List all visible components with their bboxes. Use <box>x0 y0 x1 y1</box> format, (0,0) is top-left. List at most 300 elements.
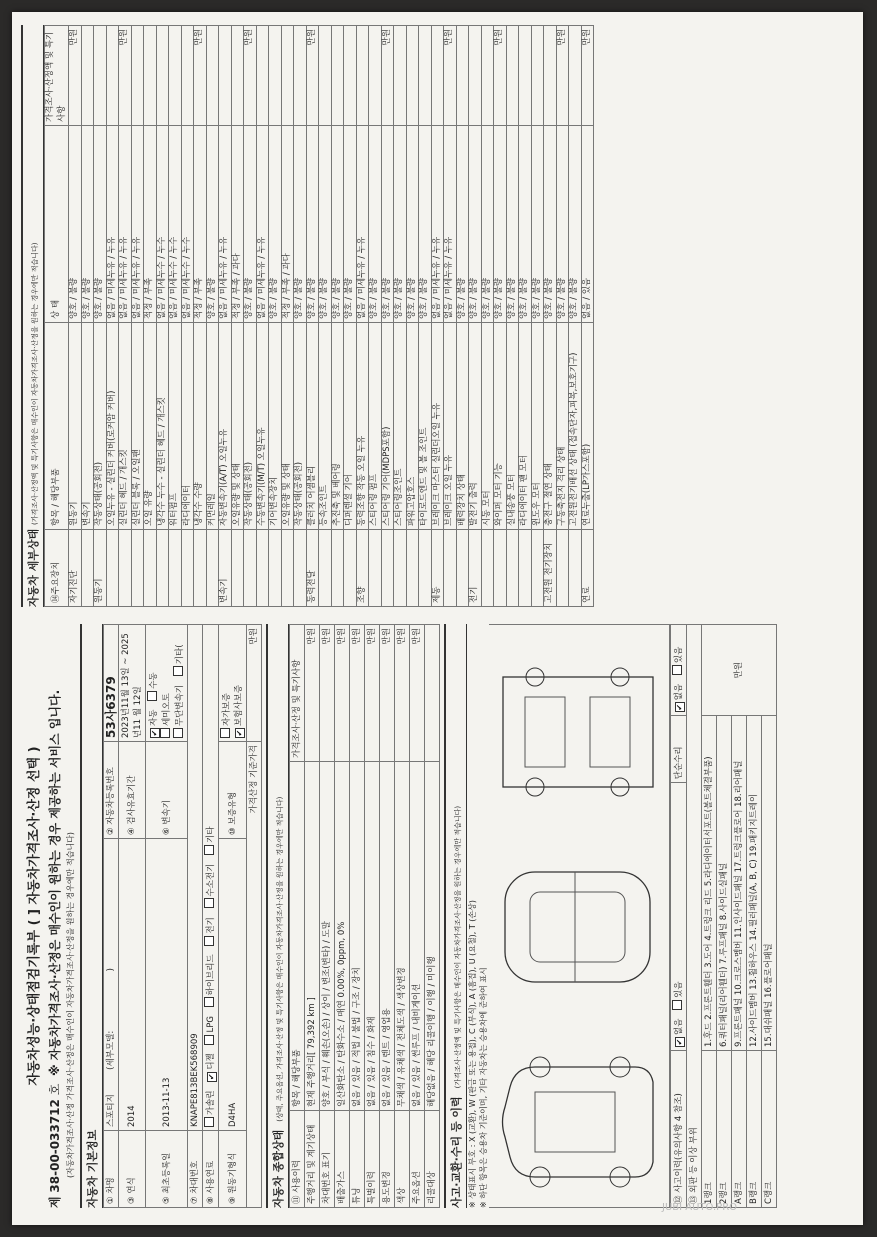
detail-group <box>194 530 207 607</box>
detail-unit <box>431 26 444 126</box>
detail-state: 없음 / 미세누수 / 누수 <box>181 126 194 323</box>
detail-item: 기어변속장치 <box>269 323 282 530</box>
detail-state: 양호 / 불량 <box>69 126 82 323</box>
col-header: 항목 / 해당부품 <box>45 323 69 530</box>
detail-unit <box>144 26 157 126</box>
service-note: ※ 자동차가격조사·산정은 매수인이 원하는 경우 제공하는 서비스 입니다. <box>48 689 62 1077</box>
overall-label: 리콜대상 <box>425 1111 440 1208</box>
overall-row <box>305 625 320 1208</box>
accident-label: ⑫ 사고이력(유의사항 4 참조) <box>671 1051 687 1208</box>
rankA-label: A랭크 <box>732 1051 747 1208</box>
checkbox-icon[interactable] <box>173 666 183 676</box>
detail-group <box>244 530 257 607</box>
reg-no: 53사6379 <box>104 625 119 742</box>
detail-unit: 만원 <box>494 26 507 126</box>
detail-state: 없음 / 미세누수 / 누수 <box>169 126 182 323</box>
checkbox-icon[interactable] <box>204 898 214 908</box>
detail-item: 오일누유 - 실린더 커버(로커암 커버) <box>106 323 119 530</box>
detail-state: 양호 / 불량 <box>406 126 419 323</box>
detail-state: 양호 / 불량 <box>81 126 94 323</box>
detail-group: 동력전달 <box>306 530 319 607</box>
detail-group <box>556 530 569 607</box>
detail-unit <box>344 26 357 126</box>
detail-item: 타이로드엔드 및 볼 조인트 <box>419 323 432 530</box>
car-diagram-area <box>489 624 670 1208</box>
detail-row <box>469 26 482 607</box>
detail-unit <box>544 26 557 126</box>
detail-group <box>519 530 532 607</box>
reg-no-label: ② 자동차등록번호 <box>104 742 119 839</box>
detail-row <box>269 26 282 607</box>
detail-row <box>369 26 382 607</box>
detail-unit <box>331 26 344 126</box>
detail-row <box>281 26 294 607</box>
detail-row <box>169 26 182 607</box>
detail-group <box>206 530 219 607</box>
detail-row <box>519 26 532 607</box>
detail-item: 오일유량 및 상태 <box>281 323 294 530</box>
section-accident: 사고·교환·수리 등 이력 (가격조사·산정액 및 특기사항은 매수인이 자동차가격조사·산정을 원하는 경우에만 적습니다) <box>444 624 467 1208</box>
overall-unit <box>425 625 440 762</box>
detail-item: 구동축전지 격리 상태 <box>556 323 569 530</box>
first-reg-label: ⑤ 최초등록일 <box>146 1131 188 1208</box>
detail-row <box>194 26 207 607</box>
detail-row <box>69 26 82 607</box>
detail-unit <box>219 26 232 126</box>
col-header: 항목 / 해당부품 <box>290 762 305 1111</box>
period: 2023년11월 13일 ~ 2025 년11 월 12일 <box>119 625 146 742</box>
detail-state: 없음 / 있음 <box>581 126 594 323</box>
detail-state: 없음 / 미세누유 / 누유 <box>219 126 232 323</box>
col-header: 가격조사·산정 및 특기사항 <box>290 625 305 762</box>
detail-group <box>569 530 582 607</box>
detail-state: 양호 / 불량 <box>294 126 307 323</box>
detail-row <box>119 26 132 607</box>
overall-row <box>365 625 380 1208</box>
detail-unit <box>519 26 532 126</box>
detail-group <box>494 530 507 607</box>
detail-row <box>81 26 94 607</box>
overall-unit: 만원 <box>365 625 380 762</box>
rankB-items: 12.사이드멤버 13.휠하우스 14.필러패널(A, B, C) 19.패키지트레이 <box>747 716 762 1051</box>
detail-unit <box>181 26 194 126</box>
overall-label: 튜닝 <box>350 1111 365 1208</box>
detail-state: 양호 / 불량 <box>506 126 519 323</box>
detail-group <box>131 530 144 607</box>
detail-item: 실린더 블록 / 오일팬 <box>131 323 144 530</box>
detail-group <box>506 530 519 607</box>
detail-state: 적정 / 부족 / 과다 <box>231 126 244 323</box>
vin-label: ⑦ 차대번호 <box>188 1131 203 1208</box>
overall-unit: 만원 <box>410 625 425 762</box>
checkbox-icon[interactable] <box>150 728 160 738</box>
detail-group: 고전원 전기장치 <box>544 530 557 607</box>
rankB-label: B랭크 <box>747 1051 762 1208</box>
checkbox-icon[interactable] <box>220 728 230 738</box>
detail-unit <box>294 26 307 126</box>
detail-row <box>219 26 232 607</box>
detail-item: 스티어링 펌프 <box>369 323 382 530</box>
car-name: 스포티지 (세부모델: ) <box>104 839 119 1131</box>
overall-value: 해당없음 / 해당 리콜이행 / 이행 / 미이행 <box>425 762 440 1111</box>
detail-row <box>394 26 407 607</box>
detail-state: 양호 / 불량 <box>494 126 507 323</box>
overall-value: 양호 / 부식 / 훼손(오손) / 상이 / 변조(변타) / 도말 <box>320 762 335 1111</box>
checkbox-icon[interactable] <box>204 1035 214 1045</box>
detail-item: 발전기 출력 <box>469 323 482 530</box>
detail-row <box>144 26 157 607</box>
doc-no: 38-00-033712 <box>47 1099 62 1193</box>
detail-group <box>419 530 432 607</box>
overall-row <box>320 625 335 1208</box>
detail-unit <box>94 26 107 126</box>
year-label: ③ 연식 <box>119 1131 146 1208</box>
detail-row <box>556 26 569 607</box>
overall-label: 용도변경 <box>380 1111 395 1208</box>
simple-repair-label: 단순수리 <box>671 716 687 783</box>
detail-unit <box>406 26 419 126</box>
checkbox-icon[interactable] <box>207 1072 217 1082</box>
detail-state: 없음 / 미세누유 / 누유 <box>356 126 369 323</box>
document-title: 자동차성능·상태점검기록부 ( ] 자동차가격조사·산정 선택 ) <box>27 746 42 1086</box>
detail-state: 양호 / 불량 <box>456 126 469 323</box>
detail-unit <box>169 26 182 126</box>
overall-row <box>425 625 440 1208</box>
detail-group: 변속기 <box>219 530 232 607</box>
col-header: ⑪ 사용이력 <box>290 1111 305 1208</box>
section-detail: 자동차 세부상태 (가격조사·산정액 및 특기사항은 매수인이 자동차가격조사·산정을 원하는 경우에만 적습니다) <box>21 25 44 607</box>
detail-item: 오일유량 및 상태 <box>231 323 244 530</box>
detail-state: 양호 / 불량 <box>206 126 219 323</box>
checkbox-icon[interactable] <box>675 702 685 712</box>
detail-unit <box>569 26 582 126</box>
overall-unit: 만원 <box>350 625 365 762</box>
detail-unit <box>531 26 544 126</box>
detail-item: 작동상태(공회전) <box>244 323 257 530</box>
detail-unit <box>481 26 494 126</box>
detail-unit <box>256 26 269 126</box>
detail-state: 양호 / 불량 <box>269 126 282 323</box>
detail-state: 없음 / 미세누유 / 누유 <box>256 126 269 323</box>
detail-group <box>156 530 169 607</box>
basic-info-table <box>103 624 262 1208</box>
detail-unit <box>156 26 169 126</box>
detail-group <box>444 530 457 607</box>
detail-unit <box>319 26 332 126</box>
checkbox-icon[interactable] <box>204 997 214 1007</box>
detail-item: 실린더 헤드 / 개스킷 <box>119 323 132 530</box>
detail-group <box>456 530 469 607</box>
overall-value: 없음 / 있음 / 썬루프 / 내비게이션 <box>410 762 425 1111</box>
detail-state: 양호 / 불량 <box>531 126 544 323</box>
vin: KNAPE813BEK568909 <box>188 625 203 1131</box>
legend: ※ 상태표시 부호 : X (교환), W (판금 또는 용접), C (부식), A (흠집), U (요철), T (손상) ※ 하단 항목은 승용차 기준이며, 기타 자동차는 승용차에 준하여 표시 <box>468 899 488 1208</box>
detail-group <box>81 530 94 607</box>
checkbox-icon[interactable] <box>675 1037 685 1047</box>
rank2-items: 6.쿼터패널(리어휀더) 7.루프패널 8.사이드실패널 <box>717 716 732 1051</box>
detail-row <box>106 26 119 607</box>
detail-group <box>106 530 119 607</box>
outer-label: ⑬ 외판 등 이상 부위 <box>687 625 702 1208</box>
detail-item: 등속조인트 <box>319 323 332 530</box>
detail-group <box>144 530 157 607</box>
detail-group <box>119 530 132 607</box>
detail-state: 양호 / 불량 <box>369 126 382 323</box>
detail-state: 없음 / 미세누유 / 누유 <box>131 126 144 323</box>
detail-item: 동력조향 작동 오일 누유 <box>356 323 369 530</box>
detail-group <box>169 530 182 607</box>
detail-unit <box>506 26 519 126</box>
detail-item: 윈도우 모터 <box>531 323 544 530</box>
detail-unit <box>106 26 119 126</box>
detail-item: 브레이크 마스터 실린더오일 누유 <box>431 323 444 530</box>
doc-no-label: 제 <box>48 1196 62 1208</box>
detail-group <box>269 530 282 607</box>
checkbox-icon[interactable] <box>672 1000 682 1010</box>
col-header: 상 태 <box>45 126 69 323</box>
trans-label: ⑥ 변속기 <box>146 742 188 839</box>
detail-item: 디퍼렌셜 기어 <box>344 323 357 530</box>
overall-label: 주요옵션 <box>410 1111 425 1208</box>
detail-item: 작동상태(공회전) <box>294 323 307 530</box>
sub-note: (자동차가격조사·산정 가격조사·산정은 매수인이 자동차가격조사·산정을 원하는 경우에만 적습니다) <box>66 832 75 1178</box>
detail-unit <box>456 26 469 126</box>
detail-unit: 만원 <box>69 26 82 126</box>
detail-row <box>531 26 544 607</box>
detail-unit: 만원 <box>244 26 257 126</box>
detail-unit: 만원 <box>444 26 457 126</box>
detail-unit: 만원 <box>306 26 319 126</box>
detail-unit <box>269 26 282 126</box>
warranty-options: 자가보증 ✔ 보험사보증 <box>219 625 247 742</box>
car-top-view <box>495 847 660 1007</box>
detail-unit <box>356 26 369 126</box>
price-label: 가격산정 기준가격 <box>247 742 262 1208</box>
detail-row <box>456 26 469 607</box>
detail-unit: 만원 <box>556 26 569 126</box>
detail-row <box>131 26 144 607</box>
detail-row <box>506 26 519 607</box>
detail-row <box>181 26 194 607</box>
detail-group: 제동 <box>431 530 444 607</box>
detail-group <box>344 530 357 607</box>
detail-row <box>231 26 244 607</box>
detail-state: 양호 / 불량 <box>331 126 344 323</box>
overall-label: 색상 <box>395 1111 410 1208</box>
checkbox-icon[interactable] <box>672 665 682 675</box>
detail-item: 커먼레일 <box>206 323 219 530</box>
section-basic-info: 자동차 기본정보 <box>80 624 103 1208</box>
detail-state: 양호 / 불량 <box>544 126 557 323</box>
detail-group <box>394 530 407 607</box>
car-name-label: ① 차명 <box>104 1131 119 1208</box>
detail-item: 냉각수 수량 <box>194 323 207 530</box>
detail-group <box>294 530 307 607</box>
detail-item: 연료누출(LP가스포함) <box>581 323 594 530</box>
detail-row <box>344 26 357 607</box>
detail-item: 오일 유량 <box>144 323 157 530</box>
detail-row <box>156 26 169 607</box>
overall-value: 없음 / 있음 / 적법 / 불법 / 구조 / 장치 <box>350 762 365 1111</box>
detail-state: 양호 / 불량 <box>419 126 432 323</box>
overall-value: 무채색 / 유채색 / 전체도색 / 색상변경 <box>395 762 410 1111</box>
detail-state: 없음 / 미세누유 / 누유 <box>444 126 457 323</box>
detail-item: 스티어링 기어(MDPS포함) <box>381 323 394 530</box>
detail-unit: 만원 <box>381 26 394 126</box>
detail-row <box>569 26 582 607</box>
detail-group <box>481 530 494 607</box>
detail-unit <box>81 26 94 126</box>
detail-item: 라디에이터 팬 모터 <box>519 323 532 530</box>
detail-item: 충전구 절연 상태 <box>544 323 557 530</box>
detail-group <box>231 530 244 607</box>
detail-row <box>381 26 394 607</box>
detail-group: 연료 <box>581 530 594 607</box>
detail-item: 스티어링조인트 <box>394 323 407 530</box>
detail-item: 수동변속기(M/T) 오일누유 <box>256 323 269 530</box>
rank1-items: 1.후드 2.프론트휀더 3.도어 4.트렁크 리드 5.라디에이터서포트(볼트체결부품) <box>702 716 717 1051</box>
checkbox-icon[interactable] <box>160 728 170 738</box>
detail-state: 양호 / 불량 <box>381 126 394 323</box>
car-frame-view <box>495 647 660 817</box>
car-side-view <box>495 1047 660 1197</box>
overall-row <box>380 625 395 1208</box>
overall-unit: 만원 <box>320 625 335 762</box>
accident-options: ✔없음 있음 <box>671 783 687 1051</box>
rank2-label: 2랭크 <box>717 1051 732 1208</box>
detail-group <box>369 530 382 607</box>
detail-unit <box>131 26 144 126</box>
detail-row <box>444 26 457 607</box>
detail-row <box>331 26 344 607</box>
detail-row <box>94 26 107 607</box>
checkbox-icon[interactable] <box>235 728 245 738</box>
overall-unit: 만원 <box>335 625 350 762</box>
detail-state: 양호 / 불량 <box>94 126 107 323</box>
detail-item: 시동 모터 <box>481 323 494 530</box>
detail-unit <box>206 26 219 126</box>
detail-item: 변속기 <box>81 323 94 530</box>
detail-item: 자동변속기(A/T) 오일누유 <box>219 323 232 530</box>
detail-state: 없음 / 미세누수 / 누수 <box>156 126 169 323</box>
doc-no-suffix: 호 <box>48 1083 62 1096</box>
detail-unit: 만원 <box>119 26 132 126</box>
section-overall: 자동차 종합상태 (상태, 주요옵션, 가격조사·산정 및 특기사항은 매수인이 자동차가격조사·산정을 원하는 경우에만 적습니다) <box>266 624 289 1208</box>
detail-row <box>244 26 257 607</box>
first-reg: 2013-11-13 <box>146 839 188 1131</box>
rankC-label: C랭크 <box>762 1051 777 1208</box>
detail-state: 양호 / 불량 <box>394 126 407 323</box>
overall-label: 차대번호 표기 <box>320 1111 335 1208</box>
checkbox-icon[interactable] <box>204 936 214 946</box>
overall-unit: 만원 <box>395 625 410 762</box>
detail-item: 원동기 <box>69 323 82 530</box>
detail-group: 원동기 <box>94 530 107 607</box>
detail-state: 양호 / 불량 <box>519 126 532 323</box>
detail-row <box>581 26 594 607</box>
detail-row <box>494 26 507 607</box>
checkbox-icon[interactable] <box>173 728 183 738</box>
overall-unit: 만원 <box>305 625 320 762</box>
doc-number-row <box>46 624 63 1208</box>
detail-item: 브레이크 오일 누유 <box>444 323 457 530</box>
fuel-options: 가솔린 ✔디젤 LPG 하이브리드 전기 수소전기 기타 <box>203 625 219 1131</box>
detail-group: 자기진단 <box>69 530 82 607</box>
detail-group <box>531 530 544 607</box>
detail-state: 양호 / 불량 <box>469 126 482 323</box>
checkbox-icon[interactable] <box>204 845 214 855</box>
detail-unit <box>281 26 294 126</box>
detail-unit <box>469 26 482 126</box>
detail-table <box>44 25 594 607</box>
col-header: 가격조사·산정액 및 특기사항 <box>45 26 69 126</box>
detail-state: 없음 / 미세누유 / 누유 <box>106 126 119 323</box>
detail-item: 파워고압호스 <box>406 323 419 530</box>
overall-row <box>395 625 410 1208</box>
overall-label: 특별이력 <box>365 1111 380 1208</box>
detail-state: 없음 / 미세누유 / 누유 <box>431 126 444 323</box>
inspection-document <box>12 12 863 1225</box>
detail-row <box>356 26 369 607</box>
watermark: JUBI AUTO.PRO <box>662 1202 738 1213</box>
overall-row <box>410 625 425 1208</box>
accident-table <box>670 624 777 1208</box>
detail-state: 적정 / 부족 <box>144 126 157 323</box>
detail-item: 와이퍼 모터 기능 <box>494 323 507 530</box>
accident-unit: 만원 <box>702 625 777 716</box>
overall-label: 배출가스 <box>335 1111 350 1208</box>
detail-group <box>281 530 294 607</box>
detail-state: 양호 / 불량 <box>244 126 257 323</box>
overall-row <box>350 625 365 1208</box>
motor-label: ⑨ 원동기형식 <box>219 1131 247 1208</box>
overall-value: 일산화탄소 / 탄화수소 / 매연 0.00%, 0ppm, 0% <box>335 762 350 1111</box>
detail-state: 적정 / 부족 / 과다 <box>281 126 294 323</box>
detail-row <box>306 26 319 607</box>
overall-label: 주행거리 및 계기상태 <box>305 1111 320 1208</box>
detail-state: 양호 / 불량 <box>319 126 332 323</box>
detail-state: 양호 / 불량 <box>569 126 582 323</box>
detail-group <box>256 530 269 607</box>
detail-group <box>381 530 394 607</box>
warranty-label: ⑩ 보증유형 <box>219 742 247 839</box>
detail-group: 전기 <box>469 530 482 607</box>
trans-options: ✔자동 수동 세미오토 무단변속기 기타( <box>146 625 188 742</box>
detail-unit <box>369 26 382 126</box>
detail-unit: 만원 <box>194 26 207 126</box>
price-unit: 만원 <box>247 625 262 742</box>
detail-state: 양호 / 불량 <box>556 126 569 323</box>
detail-row <box>481 26 494 607</box>
col-header: ⑭주요장치 <box>45 530 69 607</box>
detail-row <box>206 26 219 607</box>
detail-row <box>544 26 557 607</box>
detail-item: 실내송풍 모터 <box>506 323 519 530</box>
detail-row <box>294 26 307 607</box>
rankA-items: 9.프론트패널 10.크로스멤버 11.인사이드패널 17.트렁크플로어 18.리어패널 <box>732 716 747 1051</box>
overall-value: 없음 / 있음 / 렌트 / 영업용 <box>380 762 395 1111</box>
fuel-label: ⑧ 사용연료 <box>203 1131 219 1208</box>
year: 2014 <box>119 839 146 1131</box>
detail-item: 작동상태(공회전) <box>94 323 107 530</box>
checkbox-icon[interactable] <box>204 1117 214 1127</box>
checkbox-icon[interactable] <box>147 691 157 701</box>
detail-state: 양호 / 불량 <box>306 126 319 323</box>
detail-group: 조향 <box>356 530 369 607</box>
overall-value: 없음 / 있음 / 침수 / 화재 <box>365 762 380 1111</box>
detail-row <box>256 26 269 607</box>
detail-group <box>331 530 344 607</box>
